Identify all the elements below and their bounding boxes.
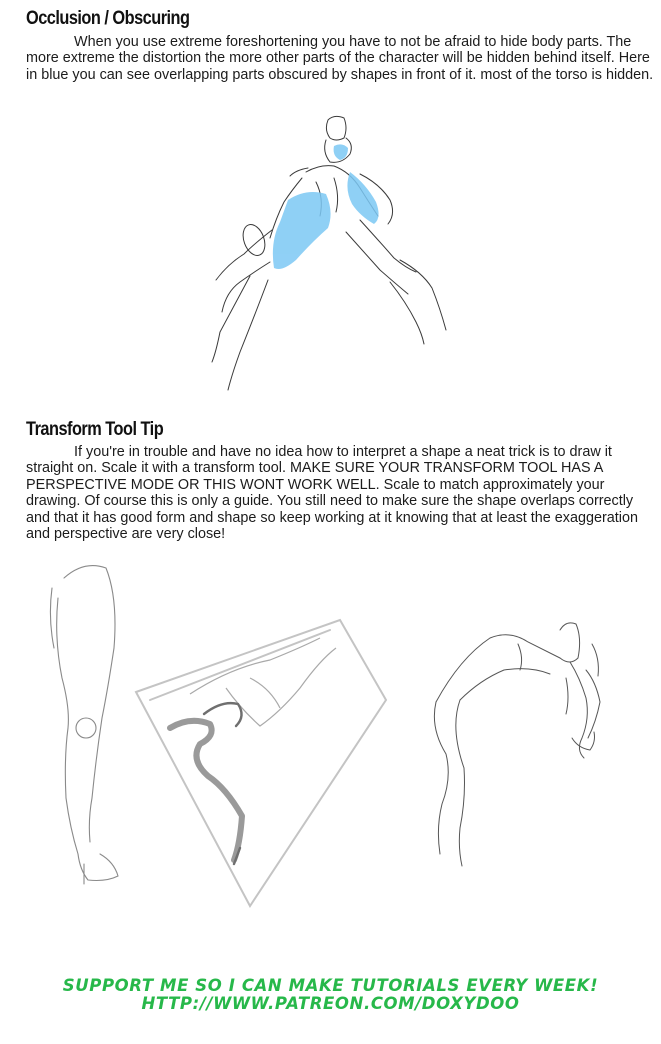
straight-leg-sketch — [44, 558, 134, 890]
perspective-transform-sketch — [130, 608, 390, 910]
transform-heading: Transform Tool Tip — [26, 419, 164, 440]
transform-paragraph — [26, 444, 656, 542]
occlusion-foreshortening-sketch — [210, 112, 450, 396]
occlusion-paragraph — [26, 34, 656, 83]
patreon-link[interactable]: HTTP://WWW.PATREON.COM/DOXYDOO — [141, 994, 520, 1013]
foreshortened-figure-sketch — [420, 618, 610, 874]
occlusion-heading: Occlusion / Obscuring — [26, 8, 190, 29]
occlusion-text: When you use extreme foreshortening you have to not be afraid to hide body parts. The more extreme the distortion the more other parts of the character will be hidden behind itself. Here in blue you can see overlapping parts obscured by shapes in front of it. most of the torso is hidden. — [26, 34, 654, 83]
transform-text: If you're in trouble and have no idea how to interpret a shape a neat trick is to draw it straight on. Scale it with a transform tool. MAKE SURE YOUR TRANSFORM TOOL HAS A PERSPECTIVE MODE OR THIS WONT WORK WELL. Scale to match approximately your drawing. Of course this is only a guide. You still need to make sure the shape overlaps correctly and that it has good form and shape so keep working at it knowing that at least the exaggeration and perspective are very close! — [26, 444, 638, 543]
promo-line-1: SUPPORT ME SO I CAN MAKE TUTORIALS EVERY WEEK! — [62, 976, 599, 995]
